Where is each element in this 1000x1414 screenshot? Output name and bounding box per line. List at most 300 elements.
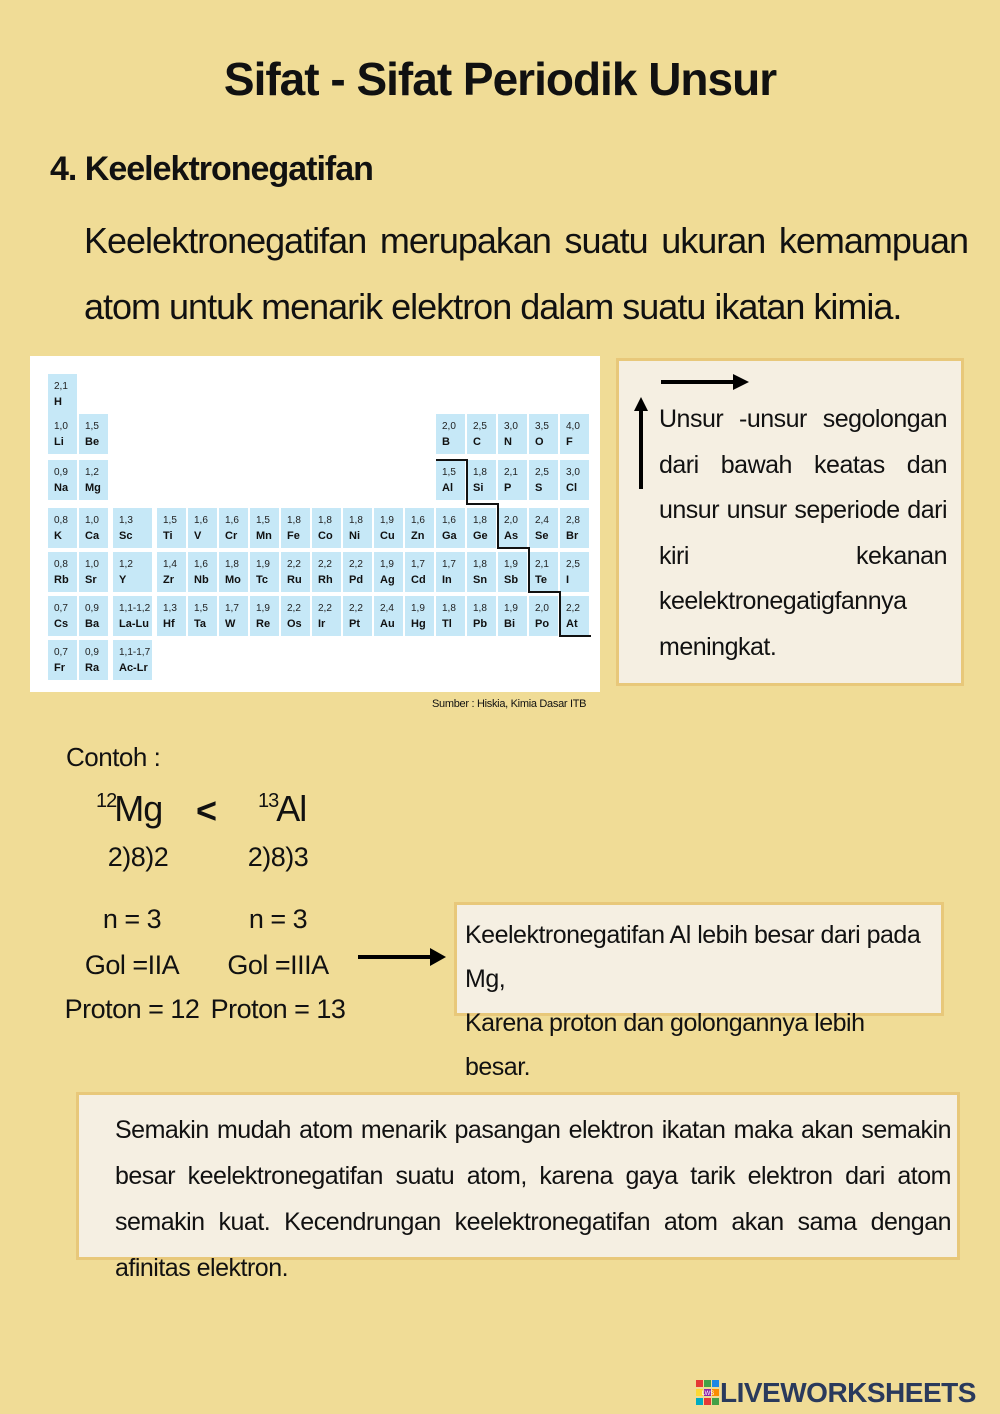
- cell-background: [79, 596, 108, 636]
- electronegativity-value: 1,8: [287, 515, 301, 526]
- element-cell-ga: [436, 508, 465, 548]
- cell-background: [79, 414, 108, 454]
- al-group: Gol =IIIA: [227, 950, 329, 980]
- electronegativity-value: 1,8: [225, 559, 239, 570]
- electronegativity-value: 1,9: [256, 603, 270, 614]
- electronegativity-value: 1,9: [504, 559, 518, 570]
- cell-background: [48, 374, 77, 414]
- element-symbol: Fr: [54, 662, 65, 674]
- element-cell-tl: [436, 596, 465, 636]
- cell-background: [312, 552, 341, 592]
- element-cell-fe: [281, 508, 310, 548]
- electronegativity-value: 1,4: [163, 559, 177, 570]
- electronegativity-value: 2,0: [535, 603, 549, 614]
- cell-background: [529, 552, 558, 592]
- element-cell-mn: [250, 508, 279, 548]
- electronegativity-value: 2,8: [566, 515, 580, 526]
- cell-background: [48, 460, 77, 500]
- conclusion-line-2: Karena proton dan golongannya lebih besar.: [465, 1009, 865, 1081]
- element-cell-cl: [560, 460, 589, 500]
- definition-paragraph: Keelektronegatifan merupakan suatu ukuran kemampuan atom untuk menarik elektron dalam suatu ikatan kimia.: [84, 220, 968, 327]
- cell-background: [436, 460, 465, 500]
- element-cell-zr: [157, 552, 186, 592]
- comparison-operator: <: [196, 790, 218, 831]
- element-symbol: V: [194, 530, 202, 542]
- element-symbol: B: [442, 436, 450, 448]
- conclusion-line-1: Keelektronegatifan Al lebih besar dari pada Mg,: [465, 921, 921, 993]
- element-symbol: Fe: [287, 530, 300, 542]
- mg-shell-count: n = 3: [102, 904, 162, 934]
- electronegativity-value: 1,5: [163, 515, 177, 526]
- al-proton: Proton = 13: [210, 994, 346, 1024]
- electronegativity-value: 1,3: [163, 603, 177, 614]
- element-cell-hf: [157, 596, 186, 636]
- electronegativity-value: 1,7: [442, 559, 456, 570]
- electronegativity-value: 1,8: [349, 515, 363, 526]
- electronegativity-value: 2,5: [473, 421, 487, 432]
- cell-background: [436, 414, 465, 454]
- element-symbol: La-Lu: [119, 618, 149, 630]
- element-symbol: Tl: [442, 618, 452, 630]
- cell-background: [250, 508, 279, 548]
- mg-configuration: 2)8)2: [107, 842, 169, 872]
- cell-background: [529, 460, 558, 500]
- electronegativity-value: 2,2: [287, 603, 301, 614]
- element-cell-cs: [48, 596, 77, 636]
- electronegativity-value: 1,0: [85, 515, 99, 526]
- element-cell-br: [560, 508, 589, 548]
- element-symbol: Ir: [318, 618, 326, 630]
- section-heading: 4. Keelektronegatifan: [50, 150, 373, 188]
- element-symbol: Rb: [54, 574, 69, 586]
- electronegativity-value: 1,5: [85, 421, 99, 432]
- cell-background: [250, 596, 279, 636]
- electronegativity-value: 1,8: [318, 515, 332, 526]
- element-cell-be: [79, 414, 108, 454]
- trend-text: Unsur -unsur segolongan dari bawah keatas dan unsur unsur seperiode dari kiri kekanan keelektronegatigfannya meningkat.: [659, 405, 947, 661]
- logo-text: LIVEWORKSHEETS: [720, 1377, 976, 1408]
- element-symbol: Si: [473, 482, 484, 494]
- element-symbol: I: [566, 574, 570, 586]
- cell-background: [436, 596, 465, 636]
- element-cell-te: [529, 552, 558, 592]
- electronegativity-value: 2,1: [504, 467, 518, 478]
- cell-background: [436, 508, 465, 548]
- element-cell-w: [219, 596, 248, 636]
- electronegativity-value: 2,2: [566, 603, 580, 614]
- electronegativity-value: 1,2: [119, 559, 133, 570]
- electronegativity-value: 3,5: [535, 421, 549, 432]
- cell-background: [498, 460, 527, 500]
- electronegativity-value: 2,2: [318, 603, 332, 614]
- element-symbol: Cs: [54, 618, 69, 630]
- element-cell-ra: [79, 640, 108, 680]
- element-symbol: Ta: [194, 618, 207, 630]
- electronegativity-value: 2,1: [54, 381, 68, 392]
- element-symbol: Ti: [163, 530, 173, 542]
- element-cell-co: [312, 508, 341, 548]
- element-symbol: Au: [380, 618, 395, 630]
- element-cell-sc: [113, 508, 152, 548]
- element-symbol: Bi: [504, 618, 515, 630]
- mg-atomic-number: 12: [96, 790, 117, 812]
- cell-background: [405, 596, 434, 636]
- cell-background: [157, 596, 186, 636]
- element-cell-o: [529, 414, 558, 454]
- cell-background: [498, 596, 527, 636]
- periodic-table-image: [30, 356, 600, 692]
- electronegativity-value: 1,6: [194, 515, 208, 526]
- element-symbol: Mo: [225, 574, 241, 586]
- element-symbol: N: [504, 436, 512, 448]
- cell-background: [281, 552, 310, 592]
- electronegativity-value: 1,6: [442, 515, 456, 526]
- cell-background: [188, 596, 217, 636]
- element-cell-ir: [312, 596, 341, 636]
- cell-background: [312, 508, 341, 548]
- element-symbol: Mn: [256, 530, 272, 542]
- element-symbol: In: [442, 574, 452, 586]
- electronegativity-value: 0,7: [54, 647, 68, 658]
- cell-background: [113, 552, 152, 592]
- cell-background: [560, 460, 589, 500]
- cell-background: [157, 508, 186, 548]
- electronegativity-value: 1,8: [473, 559, 487, 570]
- element-symbol: Rh: [318, 574, 333, 586]
- element-symbol: Pd: [349, 574, 364, 586]
- element-cell-ta: [188, 596, 217, 636]
- periodic-table-svg: [30, 356, 600, 692]
- element-symbol: Y: [119, 574, 127, 586]
- cell-background: [560, 552, 589, 592]
- element-cell-f: [560, 414, 589, 454]
- cell-background: [467, 414, 496, 454]
- al-configuration: 2)8)3: [247, 842, 309, 872]
- element-cell-p: [498, 460, 527, 500]
- element-symbol: Co: [318, 530, 333, 542]
- element-cell-y: [113, 552, 152, 592]
- cell-background: [79, 460, 108, 500]
- cell-background: [560, 414, 589, 454]
- element-symbol: Be: [85, 436, 100, 448]
- element-symbol: Pb: [473, 618, 488, 630]
- element-symbol: Sb: [504, 574, 519, 586]
- element-symbol: Al: [442, 482, 453, 494]
- source-caption: Sumber : Hiskia, Kimia Dasar ITB: [432, 698, 587, 710]
- cell-background: [281, 508, 310, 548]
- cell-background: [48, 414, 77, 454]
- cell-background: [374, 552, 403, 592]
- element-symbol: Ru: [287, 574, 302, 586]
- element-cell-ge: [467, 508, 496, 548]
- cell-background: [343, 508, 372, 548]
- element-cell-bi: [498, 596, 527, 636]
- element-cell-ac-lr: [113, 640, 152, 680]
- cell-background: [79, 640, 108, 680]
- cell-background: [343, 552, 372, 592]
- arrow-right-icon: [356, 944, 448, 970]
- element-symbol: Zr: [163, 574, 174, 586]
- cell-background: [157, 552, 186, 592]
- element-al: [258, 788, 306, 830]
- mg-group: Gol =IIA: [84, 950, 180, 980]
- element-symbol: Mg: [85, 482, 101, 494]
- electronegativity-value: 0,8: [54, 515, 68, 526]
- electronegativity-value: 1,6: [225, 515, 239, 526]
- electronegativity-value: 1,9: [256, 559, 270, 570]
- element-cell-ag: [374, 552, 403, 592]
- element-cell-fr: [48, 640, 77, 680]
- element-symbol: Po: [535, 618, 550, 630]
- cell-background: [48, 552, 77, 592]
- element-symbol: Pt: [349, 618, 360, 630]
- element-cell-la-lu: [113, 596, 152, 636]
- logo-mark-icon: [696, 1380, 720, 1406]
- element-symbol: P: [504, 482, 512, 494]
- element-symbol: Li: [54, 436, 64, 448]
- cell-background: [250, 552, 279, 592]
- element-cell-pb: [467, 596, 496, 636]
- cell-background: [219, 596, 248, 636]
- element-cell-al: [436, 460, 465, 500]
- element-symbol: Ge: [473, 530, 488, 542]
- cell-background: [219, 508, 248, 548]
- element-cell-mg: [79, 460, 108, 500]
- element-cell-n: [498, 414, 527, 454]
- cell-background: [374, 596, 403, 636]
- element-symbol: Ca: [85, 530, 100, 542]
- element-symbol: C: [473, 436, 481, 448]
- electronegativity-value: 1,1-1,7: [119, 647, 151, 658]
- element-cell-pd: [343, 552, 372, 592]
- element-symbol: Sc: [119, 530, 133, 542]
- element-symbol: Cd: [411, 574, 426, 586]
- electronegativity-value: 1,8: [442, 603, 456, 614]
- element-cell-k: [48, 508, 77, 548]
- electronegativity-value: 3,0: [566, 467, 580, 478]
- al-symbol: Al: [276, 788, 307, 829]
- conclusion-text: [465, 913, 935, 1089]
- element-cell-li: [48, 414, 77, 454]
- cell-background: [498, 508, 527, 548]
- arrow-right-icon: [659, 371, 751, 393]
- cell-background: [467, 460, 496, 500]
- cell-background: [374, 508, 403, 548]
- electronegativity-value: 2,4: [380, 603, 394, 614]
- element-symbol: Zn: [411, 530, 425, 542]
- electronegativity-value: 2,1: [535, 559, 549, 570]
- element-symbol: At: [566, 618, 578, 630]
- cell-background: [48, 640, 77, 680]
- element-symbol: Br: [566, 530, 579, 542]
- trend-explanation-box: [616, 358, 964, 686]
- electronegativity-value: 1,0: [54, 421, 68, 432]
- electronegativity-value: 0,8: [54, 559, 68, 570]
- element-symbol: H: [54, 396, 62, 408]
- example-label: Contoh :: [66, 742, 161, 772]
- element-cell-h: [48, 374, 77, 414]
- cell-background: [188, 508, 217, 548]
- electronegativity-value: 2,5: [566, 559, 580, 570]
- element-mg: [96, 788, 162, 830]
- cell-background: [79, 552, 108, 592]
- electronegativity-value: 1,7: [225, 603, 239, 614]
- electronegativity-value: 1,2: [85, 467, 99, 478]
- mg-proton: Proton = 12: [64, 994, 200, 1024]
- cell-background: [560, 508, 589, 548]
- element-symbol: Cr: [225, 530, 238, 542]
- cell-background: [529, 508, 558, 548]
- element-symbol: Te: [535, 574, 548, 586]
- electronegativity-value: 1,8: [473, 515, 487, 526]
- element-cell-ca: [79, 508, 108, 548]
- summary-text: Semakin mudah atom menarik pasangan elektron ikatan maka akan semakin besar keelektronegatifan suatu atom, karena gaya tarik elektron dari atom semakin kuat. Kecendrungan keelektronegatifan atom akan sama dengan afinitas elektron.: [115, 1116, 951, 1282]
- element-symbol: Ac-Lr: [119, 662, 148, 674]
- page-title: Sifat - Sifat Periodik Unsur: [223, 53, 777, 105]
- element-cell-zn: [405, 508, 434, 548]
- cell-background: [529, 596, 558, 636]
- electronegativity-value: 2,4: [535, 515, 549, 526]
- element-cell-sb: [498, 552, 527, 592]
- electronegativity-value: 1,9: [380, 559, 394, 570]
- element-cell-po: [529, 596, 558, 636]
- electronegativity-value: 3,0: [504, 421, 518, 432]
- element-cell-sr: [79, 552, 108, 592]
- element-cell-as: [498, 508, 527, 548]
- mg-symbol: Mg: [114, 788, 163, 829]
- electronegativity-value: 0,9: [54, 467, 68, 478]
- cell-background: [498, 552, 527, 592]
- element-symbol: Re: [256, 618, 271, 630]
- electronegativity-value: 1,3: [119, 515, 133, 526]
- element-cell-hg: [405, 596, 434, 636]
- element-symbol: Sr: [85, 574, 97, 586]
- element-cell-at: [560, 596, 589, 636]
- element-cell-na: [48, 460, 77, 500]
- electronegativity-value: 1,5: [194, 603, 208, 614]
- element-symbol: O: [535, 436, 544, 448]
- cell-background: [312, 596, 341, 636]
- element-cell-nb: [188, 552, 217, 592]
- element-symbol: Hg: [411, 618, 426, 630]
- cell-background: [436, 552, 465, 592]
- cell-background: [405, 552, 434, 592]
- element-symbol: W: [225, 618, 236, 630]
- electronegativity-value: 1,8: [473, 603, 487, 614]
- electronegativity-value: 4,0: [566, 421, 580, 432]
- electronegativity-value: 2,2: [349, 559, 363, 570]
- element-cell-rh: [312, 552, 341, 592]
- element-cell-cr: [219, 508, 248, 548]
- cell-background: [467, 508, 496, 548]
- element-symbol: Sn: [473, 574, 488, 586]
- electronegativity-value: 1,0: [85, 559, 99, 570]
- element-cell-sn: [467, 552, 496, 592]
- element-symbol: Ra: [85, 662, 100, 674]
- electronegativity-value: 0,7: [54, 603, 68, 614]
- element-cell-ti: [157, 508, 186, 548]
- cell-background: [343, 596, 372, 636]
- element-cell-b: [436, 414, 465, 454]
- cell-background: [113, 508, 152, 548]
- cell-background: [113, 640, 152, 680]
- cell-background: [467, 596, 496, 636]
- element-cell-ni: [343, 508, 372, 548]
- electronegativity-value: 2,5: [535, 467, 549, 478]
- liveworksheets-logo: [696, 1378, 976, 1408]
- element-symbol: Na: [54, 482, 69, 494]
- al-atomic-number: 13: [258, 790, 279, 812]
- cell-background: [529, 414, 558, 454]
- element-cell-cd: [405, 552, 434, 592]
- cell-background: [48, 596, 77, 636]
- electronegativity-value: 1,8: [473, 467, 487, 478]
- element-cell-ba: [79, 596, 108, 636]
- electronegativity-value: 2,0: [442, 421, 456, 432]
- electronegativity-value: 1,9: [411, 603, 425, 614]
- element-cell-in: [436, 552, 465, 592]
- electronegativity-value: 1,6: [194, 559, 208, 570]
- electronegativity-value: 2,2: [318, 559, 332, 570]
- element-symbol: Os: [287, 618, 302, 630]
- element-cell-cu: [374, 508, 403, 548]
- electronegativity-value: 1,5: [256, 515, 270, 526]
- cell-background: [188, 552, 217, 592]
- element-cell-si: [467, 460, 496, 500]
- electronegativity-value: 1,6: [411, 515, 425, 526]
- element-cell-ru: [281, 552, 310, 592]
- element-cell-i: [560, 552, 589, 592]
- element-cell-os: [281, 596, 310, 636]
- element-cell-tc: [250, 552, 279, 592]
- element-cell-se: [529, 508, 558, 548]
- element-cell-v: [188, 508, 217, 548]
- cell-background: [48, 508, 77, 548]
- element-symbol: Hf: [163, 618, 175, 630]
- summary-box: [76, 1092, 960, 1282]
- element-cell-rb: [48, 552, 77, 592]
- element-symbol: S: [535, 482, 543, 494]
- element-symbol: Se: [535, 530, 549, 542]
- element-cell-re: [250, 596, 279, 636]
- element-cell-mo: [219, 552, 248, 592]
- al-shell-count: n = 3: [248, 904, 308, 934]
- cell-background: [113, 596, 152, 636]
- electronegativity-value: 1,9: [504, 603, 518, 614]
- conclusion-box: [454, 902, 944, 1081]
- arrow-up-icon: [633, 395, 649, 491]
- element-symbol: Ba: [85, 618, 100, 630]
- electronegativity-value: 2,0: [504, 515, 518, 526]
- electronegativity-value: 2,2: [287, 559, 301, 570]
- element-symbol: Tc: [256, 574, 269, 586]
- electronegativity-value: 2,2: [349, 603, 363, 614]
- electronegativity-value: 1,1-1,2: [119, 603, 151, 614]
- element-symbol: Cu: [380, 530, 395, 542]
- element-symbol: As: [504, 530, 519, 542]
- cell-background: [79, 508, 108, 548]
- cell-background: [498, 414, 527, 454]
- electronegativity-value: 1,5: [442, 467, 456, 478]
- cell-background: [405, 508, 434, 548]
- element-symbol: Nb: [194, 574, 209, 586]
- element-symbol: Ag: [380, 574, 395, 586]
- element-symbol: Ga: [442, 530, 457, 542]
- cell-background: [281, 596, 310, 636]
- element-symbol: F: [566, 436, 573, 448]
- logo-mark-text: LWS: [701, 1391, 715, 1397]
- element-symbol: Cl: [566, 482, 577, 494]
